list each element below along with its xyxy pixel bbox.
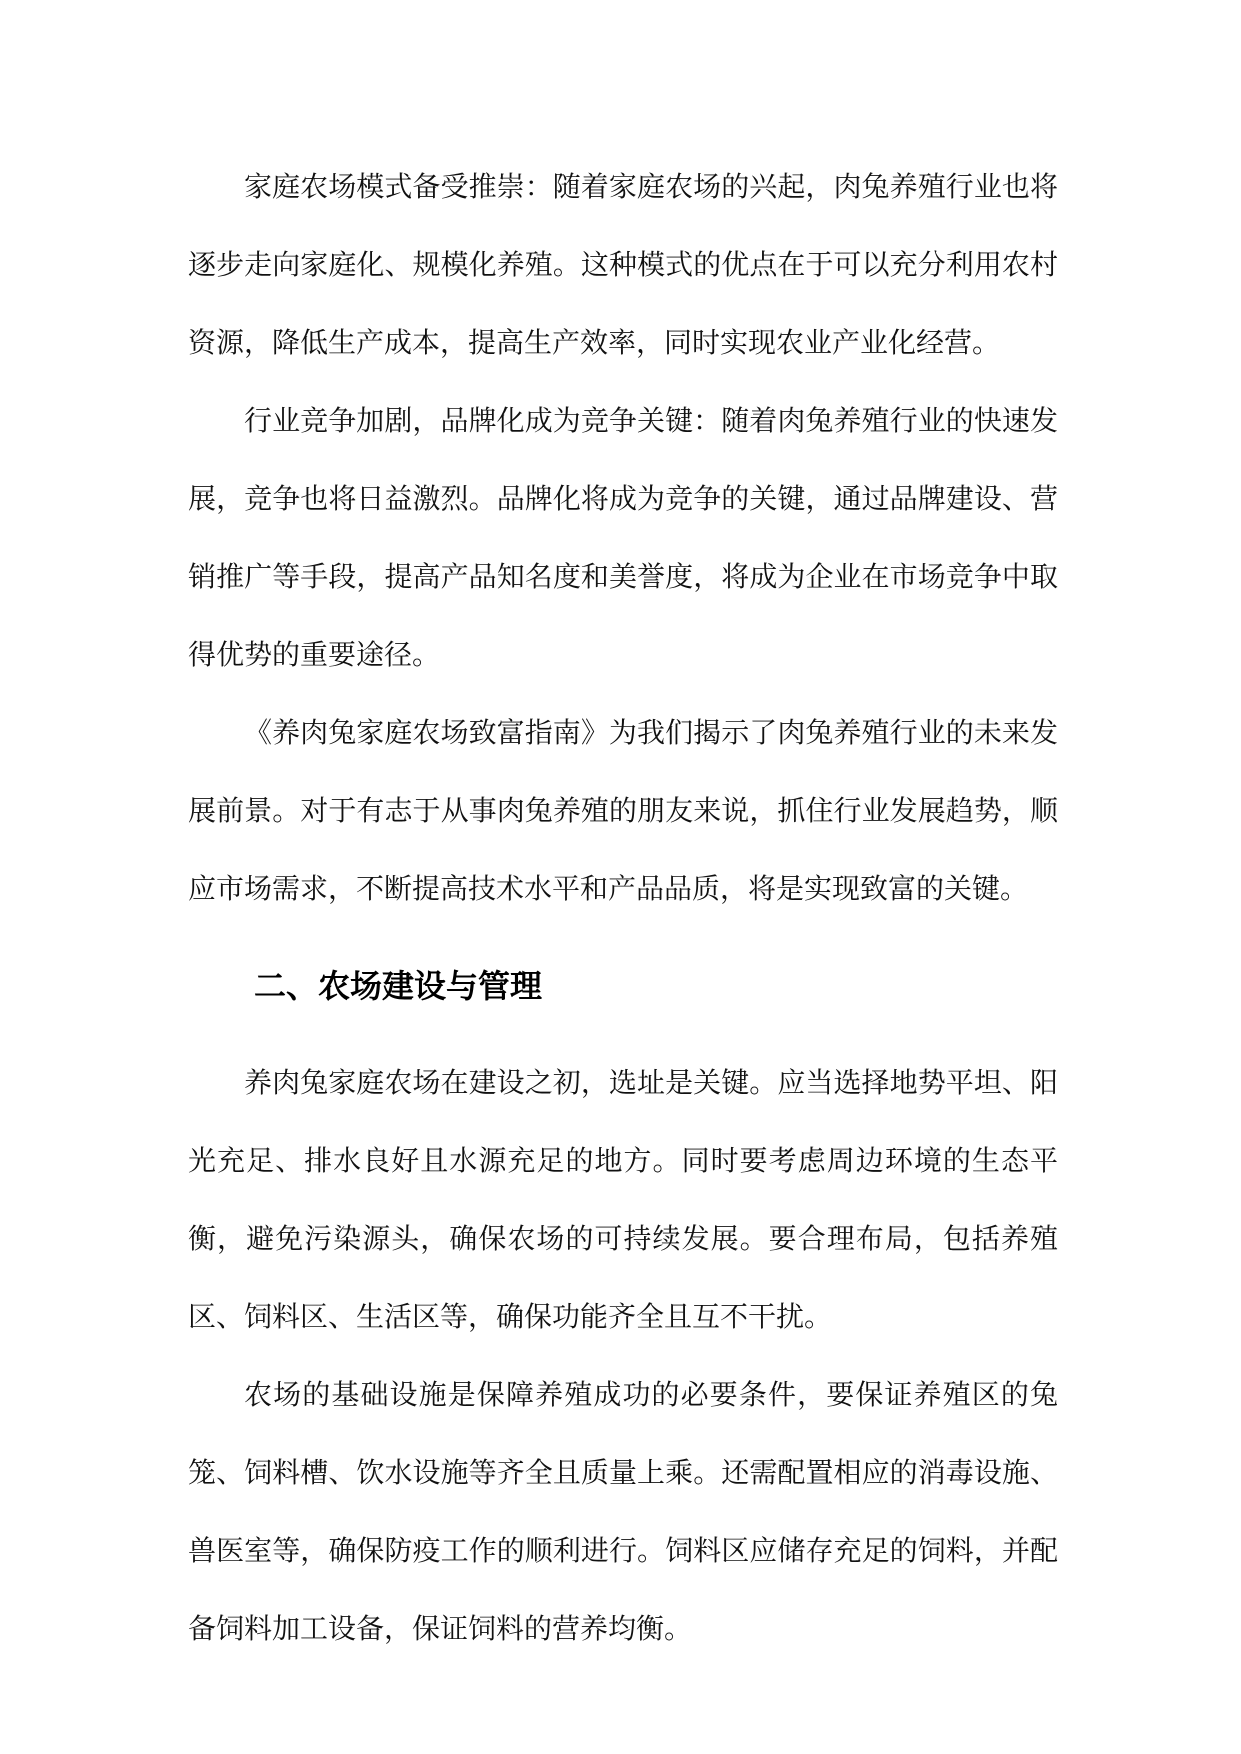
paragraph-guide-summary: 《养肉兔家庭农场致富指南》为我们揭示了肉兔养殖行业的未来发展前景。对于有志于从事肉兔养殖的朋友来说，抓住行业发展趋势，顺应市场需求，不断提高技术水平和产品品质，将是实现致富的关键。 [188, 716, 1058, 905]
paragraph-site-selection: 养肉兔家庭农场在建设之初，选址是关键。应当选择地势平坦、阳光充足、排水良好且水源充足的地方。同时要考虑周边环境的生态平衡，避免污染源头，确保农场的可持续发展。要合理布局，包括养殖区、饲料区、生活区等，确保功能齐全且互不干扰。 [188, 1066, 1058, 1333]
paragraph-family-farm-model: 家庭农场模式备受推崇：随着家庭农场的兴起，肉兔养殖行业也将逐步走向家庭化、规模化养殖。这种模式的优点在于可以充分利用农村资源，降低生产成本，提高生产效率，同时实现农业产业化经营。 [188, 170, 1058, 359]
document-body [188, 148, 1058, 1668]
paragraph-infrastructure: 农场的基础设施是保障养殖成功的必要条件，要保证养殖区的兔笼、饲料槽、饮水设施等齐全且质量上乘。还需配置相应的消毒设施、兽医室等，确保防疫工作的顺利进行。饲料区应储存充足的饲料，并配备饲料加工设备，保证饲料的营养均衡。 [188, 1378, 1058, 1645]
section-heading-farm-construction: 二、农场建设与管理 [254, 967, 543, 1005]
paragraph-industry-competition: 行业竞争加剧，品牌化成为竞争关键：随着肉兔养殖行业的快速发展，竞争也将日益激烈。品牌化将成为竞争的关键，通过品牌建设、营销推广等手段，提高产品知名度和美誉度，将成为企业在市场竞争中取得优势的重要途径。 [188, 404, 1058, 671]
